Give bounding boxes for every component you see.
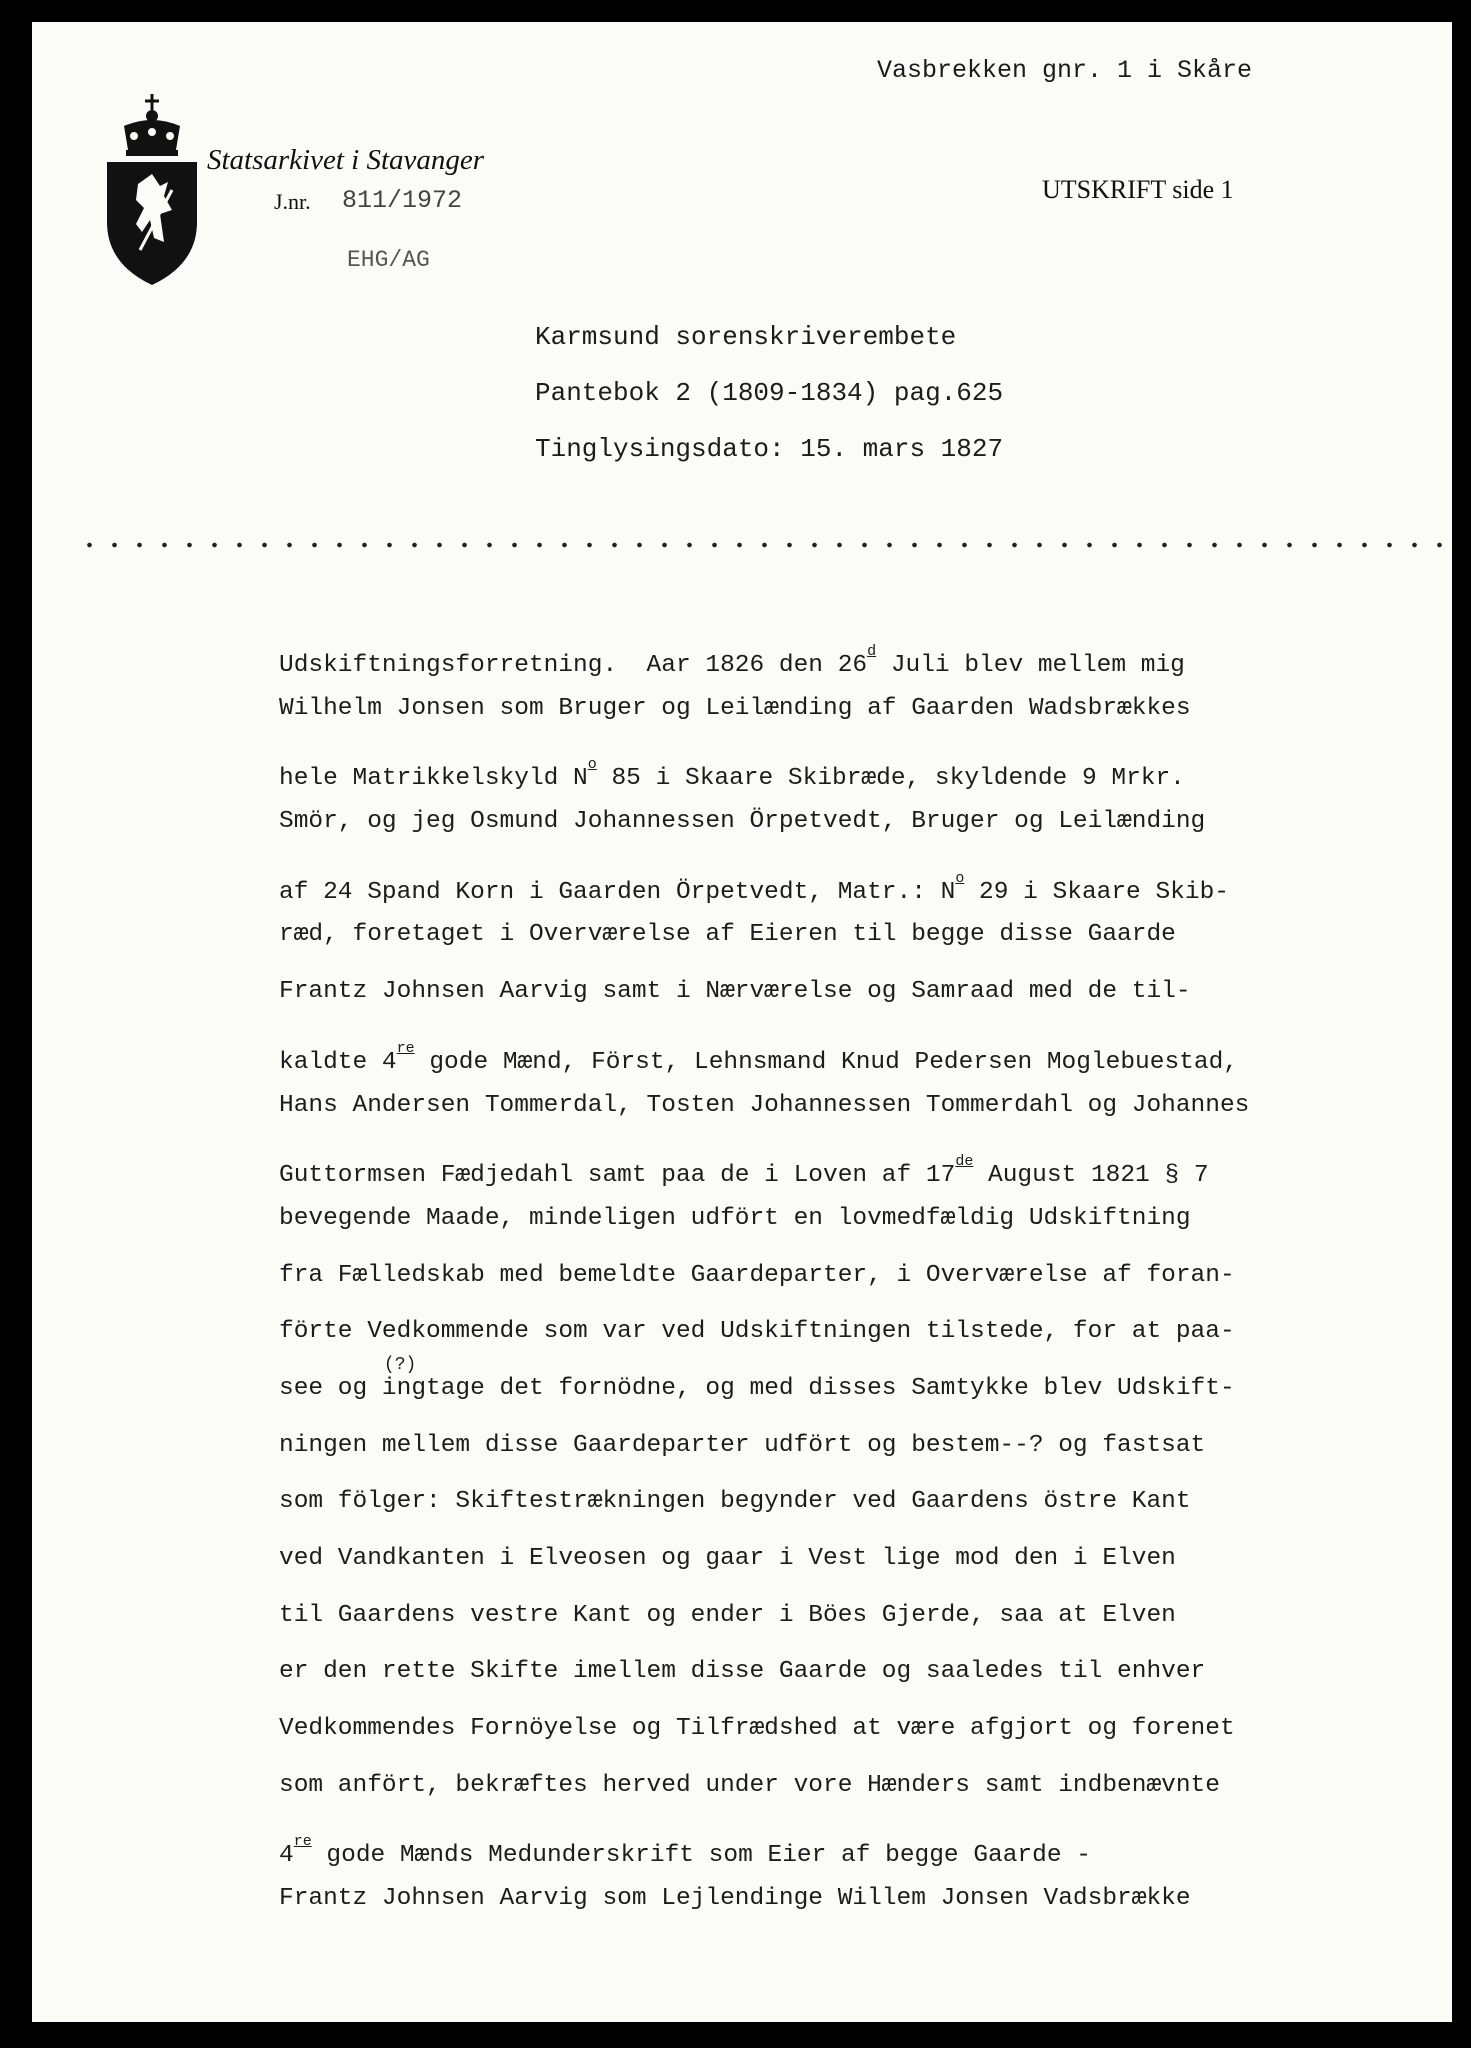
text-segment: Guttormsen Fædjedahl samt paa de i Loven af 17 xyxy=(279,1162,956,1190)
text-line: bevegende Maade, mindeligen udfört en lovmedfældig Udskiftning xyxy=(279,1204,1191,1232)
text-line: til Gaardens vestre Kant og ender i Böes Gjerde, saa at Elven xyxy=(279,1601,1176,1629)
superscript: re xyxy=(293,1833,312,1851)
text-segment: af 24 Spand Korn i Gaarden Örpetvedt, Matr.: N xyxy=(279,878,956,906)
source-metadata xyxy=(535,322,1003,490)
mortgage-book: Pantebok 2 (1809-1834) pag.625 xyxy=(535,378,1004,408)
text-segment: see og xyxy=(279,1374,382,1402)
text-segment: det fornödne, og med disses Samtykke blev Udskift- xyxy=(484,1374,1235,1402)
superscript: o xyxy=(955,869,965,887)
text-segment: Juli blev mellem mig xyxy=(876,652,1185,679)
text-segment: 85 i Skaare Skibræde, skyldende 9 Mrkr. xyxy=(596,765,1185,793)
text-segment: kaldte 4 xyxy=(279,1048,397,1076)
farm-title: Vasbrekken gnr. 1 i Skåre xyxy=(877,56,1253,85)
uncertainty-mark: (?) xyxy=(383,1354,417,1375)
text-segment: Udskiftningsforretning. Aar 1826 den 26 xyxy=(279,652,868,679)
superscript: d xyxy=(867,643,877,660)
text-line: Smör, og jeg Osmund Johannessen Örpetvedt, Bruger og Leilænding xyxy=(279,808,1206,836)
text-line: Vedkommendes Fornöyelse og Tilfrædshed at være afgjort og forenet xyxy=(279,1715,1235,1743)
text-segment: ingtage xyxy=(381,1374,485,1402)
text-segment: gode Mænd, Först, Lehnsmand Knud Pedersen Moglebuestad, xyxy=(414,1048,1238,1076)
text-line xyxy=(279,632,1249,689)
initials: EHG/AG xyxy=(347,247,430,273)
archive-name: Statsarkivet i Stavanger xyxy=(207,144,485,176)
journal-number: 811/1972 xyxy=(342,186,463,215)
text-line: Wilhelm Jonsen som Bruger og Leilænding af Gaarden Wadsbrækkes xyxy=(279,694,1191,722)
text-segment: August 1821 § 7 xyxy=(973,1162,1209,1190)
text-line: ningen mellem disse Gaardeparter udfört og bestem--? og fastsat xyxy=(279,1431,1206,1459)
text-line: Frantz Johnsen Aarvig som Lejlendinge Willem Jonsen Vadsbrække xyxy=(279,1885,1191,1913)
text-segment: gode Mænds Medunderskrift som Eier af begge Gaarde - xyxy=(311,1842,1091,1870)
text-segment: 29 i Skaare Skib- xyxy=(964,878,1229,906)
text-line: som fölger: Skiftestrækningen begynder ved Gaardens östre Kant xyxy=(279,1488,1191,1516)
text-line xyxy=(279,1354,1249,1426)
journal-number-label: J.nr. xyxy=(274,189,311,214)
superscript: re xyxy=(396,1039,415,1057)
text-line: Frantz Johnsen Aarvig samt i Nærværelse og Samraad med de til- xyxy=(279,978,1191,1006)
document-sheet xyxy=(32,22,1452,2022)
text-segment: hele Matrikkelskyld N xyxy=(279,765,588,793)
text-line: ræd, foretaget i Overværelse af Eieren til begge disse Gaarde xyxy=(279,921,1176,949)
norwegian-coat-of-arms-icon xyxy=(102,92,202,288)
text-line xyxy=(279,1822,1249,1879)
court-office: Karmsund sorenskriverembete xyxy=(535,322,957,352)
text-line: som anfört, bekræftes herved under vore Hænders samt indbenævnte xyxy=(279,1771,1220,1799)
text-line xyxy=(279,1029,1249,1086)
transcript-page-label: UTSKRIFT side 1 xyxy=(1042,175,1234,204)
text-line xyxy=(279,859,1249,916)
dotted-divider xyxy=(77,542,1452,548)
uncertain-word xyxy=(381,1354,485,1409)
text-line xyxy=(279,1142,1249,1199)
text-line: er den rette Skifte imellem disse Gaarde og saaledes til enhver xyxy=(279,1658,1206,1686)
text-line xyxy=(279,745,1249,802)
text-line: ved Vandkanten i Elveosen og gaar i Vest lige mod den i Elven xyxy=(279,1545,1176,1572)
superscript: o xyxy=(587,756,597,774)
text-segment: 4 xyxy=(279,1842,294,1870)
text-line: fra Fælledskab med bemeldte Gaardeparter, i Overværelse af foran- xyxy=(279,1261,1235,1289)
superscript: de xyxy=(955,1153,974,1171)
text-line: förte Vedkommende som var ved Udskiftningen tilstede, for at paa- xyxy=(279,1318,1235,1346)
transcript-body xyxy=(279,632,1249,1936)
registration-date: Tinglysingsdato: 15. mars 1827 xyxy=(535,434,1004,464)
text-line: Hans Andersen Tommerdal, Tosten Johannessen Tommerdahl og Johannes xyxy=(279,1091,1250,1119)
